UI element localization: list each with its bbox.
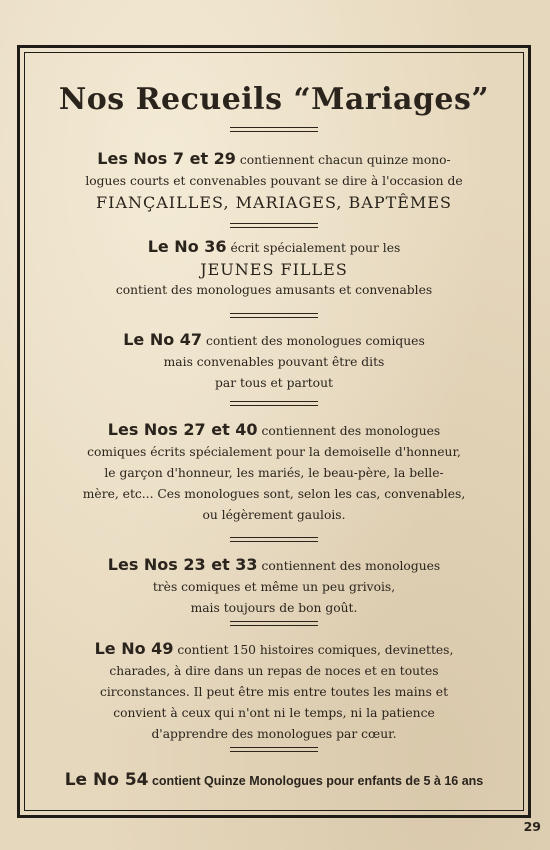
section-lead: Les Nos 7 et 29 <box>97 149 236 168</box>
section-line: par tous et partout <box>215 376 333 390</box>
section-lead: Les Nos 27 et 40 <box>107 420 258 439</box>
section-line: mais convenables pouvant être dits <box>163 355 385 369</box>
section-line: contiennent chacun quinze mono- <box>239 153 451 167</box>
section-lead: Le No 36 <box>147 237 227 256</box>
section-line: circonstances. Il peut être mis entre toutes les mains et <box>99 685 449 699</box>
section-47 <box>48 329 500 394</box>
section-line: contient des monologues amusants et convenables <box>115 283 433 297</box>
section-divider <box>230 312 318 320</box>
title-divider <box>230 126 318 134</box>
section-line: écrit spécialement pour les <box>230 241 401 255</box>
section-line: convient à ceux qui n'ont ni le temps, ni la patience <box>113 706 435 720</box>
section-line: ou légèrement gaulois. <box>202 508 346 522</box>
section-lead: Le No 54 <box>64 770 149 790</box>
section-line: charades, à dire dans un repas de noces et en toutes <box>109 664 439 678</box>
section-36 <box>48 236 500 301</box>
section-line: très comiques et même un peu grivois, <box>152 580 396 594</box>
section-line: contiennent des monologues <box>261 559 441 573</box>
section-line: mais toujours de bon goût. <box>190 601 358 615</box>
section-lead: Le No 47 <box>123 330 203 349</box>
section-line: contient 150 histoires comiques, devinettes, <box>177 643 454 657</box>
section-49 <box>48 638 500 745</box>
section-54 <box>24 770 524 790</box>
section-7-29 <box>48 148 500 213</box>
catalog-panel <box>24 52 524 811</box>
section-divider <box>230 746 318 754</box>
section-divider <box>230 400 318 408</box>
section-23-33 <box>48 554 500 619</box>
page-title: Nos Recueils “Mariages” <box>58 82 490 117</box>
section-line: contient des monologues comiques <box>205 334 425 348</box>
section-27-40 <box>48 419 500 526</box>
section-divider <box>230 222 318 230</box>
section-lead: Le No 49 <box>94 639 174 658</box>
section-line: contiennent des monologues <box>261 424 441 438</box>
section-line: contient Quinze Monologues pour enfants de 5 à 16 ans <box>151 774 484 788</box>
section-caps: JEUNES FILLES <box>200 260 348 279</box>
page-number: 29 <box>523 819 541 834</box>
section-line: comiques écrits spécialement pour la demoiselle d'honneur, <box>87 445 461 459</box>
section-divider <box>230 620 318 628</box>
section-line: d'apprendre des monologues par cœur. <box>151 727 397 741</box>
section-line: logues courts et convenables pouvant se dire à l'occasion de <box>85 174 463 188</box>
section-line: mère, etc... Ces monologues sont, selon les cas, convenables, <box>82 487 466 501</box>
section-line: le garçon d'honneur, les mariés, le beau-père, la belle- <box>104 466 444 480</box>
section-caps: FIANÇAILLES, MARIAGES, BAPTÊMES <box>96 193 452 212</box>
section-lead: Les Nos 23 et 33 <box>107 555 258 574</box>
section-divider <box>230 536 318 544</box>
